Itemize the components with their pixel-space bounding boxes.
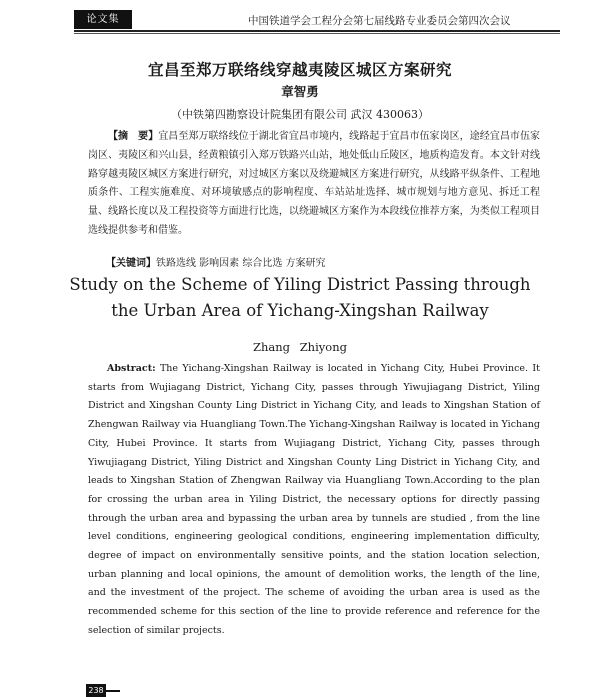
page-number: 238 <box>86 684 106 697</box>
chinese-keywords-label: 【关键词】 <box>106 258 156 269</box>
chinese-keywords-text: 铁路选线 影响因素 综合比选 方案研究 <box>156 258 326 269</box>
chinese-affiliation: （中铁第四勘察设计院集团有限公司 武汉 430063） <box>171 108 429 121</box>
running-header: 中国铁道学会工程分会第七届线路专业委员会第四次会议 <box>248 15 511 27</box>
english-abstract-label: Abstract: <box>107 363 156 374</box>
english-title: Study on the Scheme of Yiling District Passing through the Urban Area of Yichang-Xingshan Railway <box>69 275 531 320</box>
english-abstract-text: The Yichang-Xingshan Railway is located in Yichang City, Hubei Province. It starts from Wujiagang District, Yichang City, passes through Yiwujiagang District, Yiling District and Xingshan County Ling District in Yichang City, and leads to Xingshan Station of Zhengwan Railway via Huangliang Town.The Yichang-Xingshan Railway is located in Yichang City, Hubei Province. It starts from Wujiagang District, Yichang City, passes through Yiwujiagang District, Yiling District and Xingshan County Ling District in Yichang City, and leads to Xingshan Station of Zhengwan Railway via Huangliang Town.According to the plan for crossing the urban area in Yiling District, the necessary options for directly passing through the urban area and bypassing the urban area by tunnels are studied , from the line level conditions, engineering geological conditions, engineering implementation difficulty, degree of impact on environmentally sensitive points, and the station location selection, urban planning and local opinions, the amount of demolition works, the length of the line, and the investment of the project. The scheme of avoiding the urban area is used as the recommended scheme for this section of the line to provide reference and reference for the selection of similar projects. <box>88 363 540 636</box>
english-author: Zhang Zhiyong <box>253 340 347 354</box>
footer-rule <box>106 690 120 692</box>
chinese-title: 宜昌至郑万联络线穿越夷陵区城区方案研究 <box>147 60 452 79</box>
header-rule-thin <box>74 33 560 34</box>
section-badge: 论文集 <box>74 10 132 29</box>
chinese-abstract-text: 宜昌至郑万联络线位于湖北省宜昌市境内，线路起于宜昌市伍家岗区，途经宜昌市伍家岗区、夷陵区和兴山县，经黄粮镇引入郑万铁路兴山站，地处低山丘陵区，地质构造发育。本文针对线路穿越夷陵区城区方案进行研究，对过城区方案以及绕避城区方案进行研究，从线路平纵条件、工程地质条件、工程实施难度、对环境敏感点的影响程度、车站站址选择、城市规划与地方意见、拆迁工程量、线路长度以及工程投资等方面进行比选，以绕避城区方案作为本段线位推荐方案，为类似工程项目选线提供参考和借鉴。 <box>88 131 541 236</box>
chinese-keywords <box>106 254 326 269</box>
chinese-abstract <box>88 128 540 241</box>
chinese-author: 章智勇 <box>281 84 319 99</box>
chinese-abstract-label: 【摘 要】 <box>108 131 159 142</box>
english-abstract <box>88 360 540 641</box>
header-rule <box>74 30 560 32</box>
